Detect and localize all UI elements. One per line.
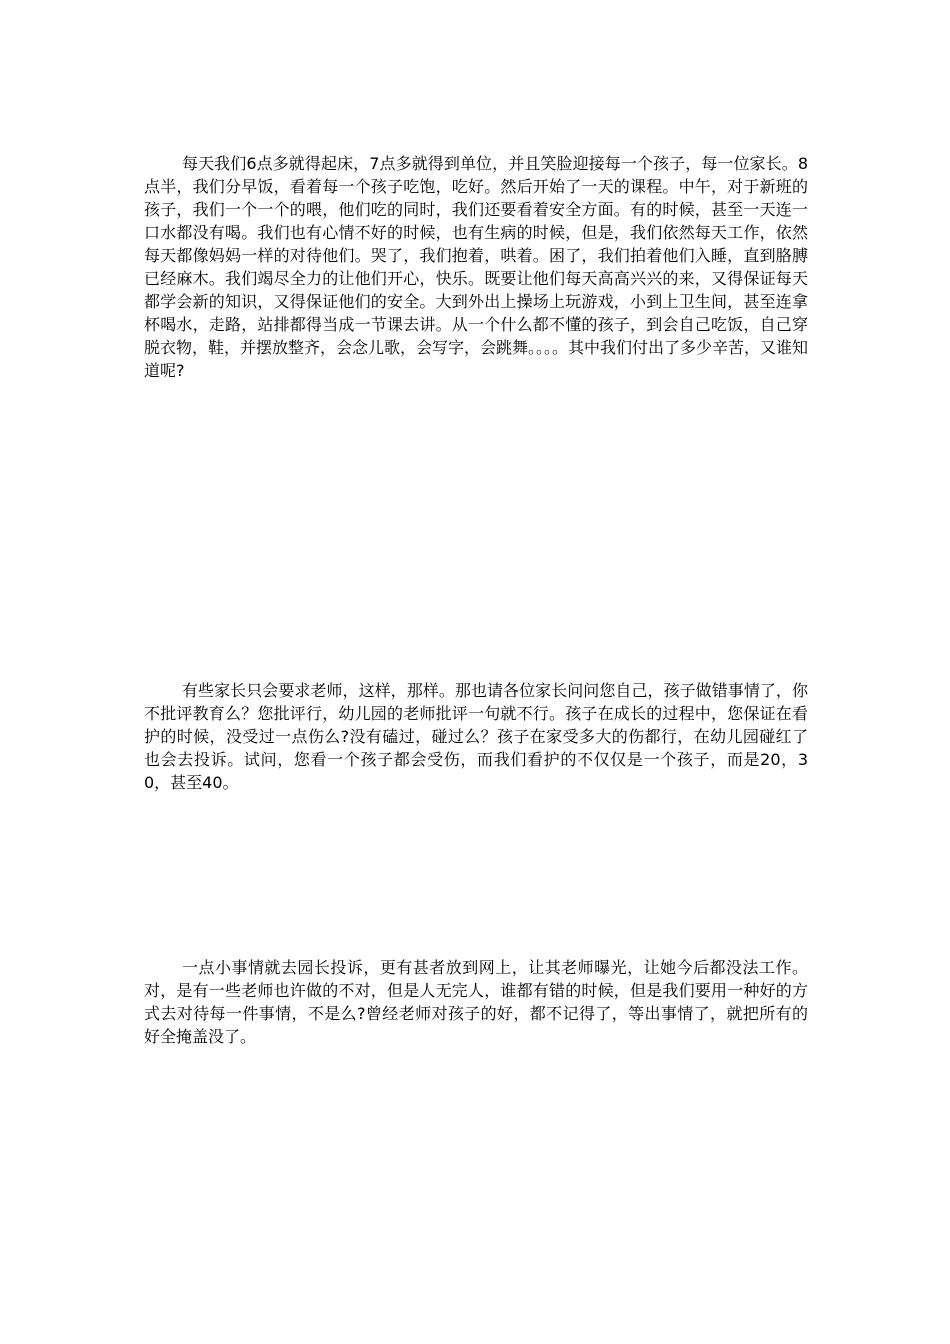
paragraph-teacher-daily-work: 每天我们6点多就得起床，7点多就得到单位，并且笑脸迎接每一个孩子，每一位家长。8点半，我们分早饭，看着每一个孩子吃饱，吃好。然后开始了一天的课程。中午，对于新班的孩子，我们一个一个的喂，他们吃的同时，我们还要看着安全方面。有的时候，甚至一天连一口水都没有喝。我们也有心情不好的时候，也有生病的时候，但是，我们依然每天工作，依然每天都像妈妈一样的对待他们。哭了，我们抱着，哄着。困了，我们拍着他们入睡，直到胳膊已经麻木。我们竭尽全力的让他们开心，快乐。既要让他们每天高高兴兴的来，又得保证每天都学会新的知识，又得保证他们的安全。大到外出上操场上玩游戏，小到上卫生间，甚至连拿杯喝水，走路，站排都得当成一节课去讲。从一个什么都不懂的孩子，到会自己吃饭，自己穿脱衣物，鞋，并摆放整齐，会念儿歌，会写字，会跳舞。。。。其中我们付出了多少辛苦，又谁知道呢?: [144, 154, 809, 380]
paragraph-parent-demands: 有些家长只会要求老师，这样，那样。那也请各位家长问问您自己，孩子做错事情了，你不批评教育么？您批评行，幼儿园的老师批评一句就不行。孩子在成长的过程中，您保证在看护的时候，没受过一点伤么?没有磕过，碰过么？孩子在家受多大的伤都行，在幼儿园碰红了也会去投诉。试问，您看一个孩子都会受伤，而我们看护的不仅仅是一个孩子，而是20，30，甚至40。: [144, 681, 808, 792]
paragraph-complaints: 一点小事情就去园长投诉，更有甚者放到网上，让其老师曝光，让她今后都没法工作。对，是有一些老师也许做的不对，但是人无完人，谁都有错的时候，但是我们要用一种好的方式去对待每一件事情，不是么?曾经老师对孩子的好，都不记得了，等出事情了，就把所有的好全掩盖没了。: [144, 958, 808, 1046]
